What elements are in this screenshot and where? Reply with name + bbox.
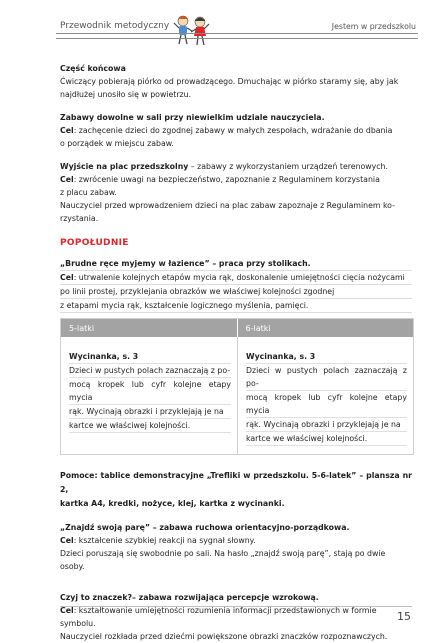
section-playground	[60, 160, 412, 225]
header-divider-lower	[56, 38, 418, 39]
cell-line: mocą kropek lub cyfr kolejne etapy mycia	[246, 391, 407, 418]
aids-line: Pomoce: tablice demonstracyjne „Trefliki w przedszkolu. 5-6-latek” – plansza nr 2,	[60, 471, 412, 494]
section-title: Część końcowa	[60, 64, 126, 73]
paragraph-line: Ćwiczący pobierają piórko od prowadzącego. Dmuchając w piórko staramy się, aby jak	[60, 77, 399, 86]
activity-title: Czyj to znaczek?	[60, 593, 133, 602]
goal-label: Cel	[60, 273, 74, 282]
column-header-6-year-olds: 6-latki	[237, 319, 414, 337]
header-left-title: Przewodnik metodyczny	[60, 21, 170, 31]
aids-line: kartka A4, kredki, nożyce, klej, kartka z wycinanki.	[60, 499, 285, 508]
paragraph-line: z placu zabaw.	[60, 188, 117, 197]
section-whose-sign	[60, 591, 412, 643]
cell-title: Wycinanka, s. 3	[246, 350, 407, 364]
column-header-5-year-olds: 5-latki	[69, 324, 95, 333]
cell-line: rąk. Wycinają obrazki i przyklejają je na	[69, 405, 231, 419]
paragraph-line: Nauczyciel rozkłada przed dziećmi powiększone obrazki znaczków rozpoznawczych.	[60, 632, 388, 641]
activity-line	[60, 521, 412, 534]
paragraph-line: o porządek w miejscu zabaw.	[60, 139, 174, 148]
goal-text: : kształcenie szybkiej reakcji na sygnał słowny.	[73, 536, 256, 545]
cell-line: Dzieci w pustych polach zaznaczają z po-	[246, 364, 407, 391]
cell-line: kartce we właściwej kolejności.	[246, 432, 407, 446]
section-final-part	[60, 62, 412, 101]
paragraph-line: najdłużej unosiło się w powietrzu.	[60, 90, 192, 99]
cell-title: Wycinanka, s. 3	[69, 350, 231, 364]
table-header	[61, 319, 413, 337]
children-illustration	[169, 14, 215, 48]
page-header	[56, 14, 418, 50]
column-6-year-olds	[237, 337, 413, 454]
page-number: 15	[397, 610, 411, 623]
goal-label: Cel	[60, 606, 74, 615]
activity-title: Wyjście na plac przedszkolny	[60, 162, 189, 171]
activity-line	[60, 591, 412, 604]
paragraph-line: po linii prostej, przyklejania obrazków we właściwej kolejności zgodnej	[60, 285, 412, 299]
goal-text: : zachęcenie dzieci do zgodnej zabawy w małych zespołach, wdrażanie do dbania	[73, 126, 393, 135]
afternoon-heading: POPOŁUDNIE	[60, 238, 129, 248]
goal-line	[60, 271, 412, 285]
goal-line	[60, 534, 412, 547]
activity-line	[60, 160, 412, 173]
cell-line: kartce we właściwej kolejności.	[69, 419, 231, 433]
section-hand-washing	[60, 257, 412, 313]
paragraph-line: Dzieci poruszają się swobodnie po sali. Na hasło „znajdź swoją parę”, stają po dwie osoby.	[60, 549, 386, 571]
table-body	[61, 337, 413, 454]
teaching-aids	[60, 469, 412, 511]
goal-text: : kształtowanie umiejętności rozumienia informacji przedstawionych w formie symbolu.	[60, 606, 377, 628]
activity-title: „Znajdź swoją parę”	[60, 523, 151, 532]
footer-divider	[60, 606, 412, 607]
cell-line: mocą kropek lub cyfr kolejne etapy mycia	[69, 378, 231, 405]
activity-desc: – zabawa ruchowa orientacyjno-porządkowa.	[150, 523, 350, 532]
goal-text: : utrwalenie kolejnych etapów mycia rąk, doskonalenie umiejętności cięcia nożycami	[73, 273, 405, 282]
column-5-year-olds	[61, 337, 237, 454]
activity-desc: – zabawy z wykorzystaniem urządzeń terenowych.	[188, 162, 388, 171]
goal-label: Cel	[60, 126, 74, 135]
page-content	[60, 62, 412, 643]
cell-line: Dzieci w pustych polach zaznaczają z po-	[69, 364, 231, 378]
goal-label: Cel	[60, 175, 74, 184]
goal-label: Cel	[60, 536, 74, 545]
section-free-play	[60, 111, 412, 150]
paragraph-line: Nauczyciel przed wprowadzeniem dzieci na plac zabaw zapoznaje z Regulaminem ko-	[60, 201, 395, 210]
goal-text: : zwrócenie uwagi na bezpieczeństwo, zapoznanie z Regulaminem korzystania	[73, 175, 380, 184]
paragraph-line: z etapami mycia rąk, kształcenie logicznego myślenia, pamięci.	[60, 299, 412, 313]
age-group-table	[60, 318, 414, 455]
cell-line: rąk. Wycinają obrazki i przyklejają je na	[246, 418, 407, 432]
activity-title: „Brudne ręce myjemy w łazience” – praca przy stolikach.	[60, 257, 412, 271]
goal-line	[60, 604, 412, 630]
paragraph-line: rzystania.	[60, 214, 99, 223]
activity-desc: – zabawa rozwijająca percepcje wzrokową.	[132, 593, 319, 602]
goal-line	[60, 124, 412, 137]
section-find-pair	[60, 521, 412, 573]
goal-line	[60, 173, 412, 186]
section-title: Zabawy dowolne w sali przy niewielkim udziale nauczyciela.	[60, 113, 325, 122]
header-divider	[56, 33, 418, 34]
header-right-title: Jestem w przedszkolu	[331, 22, 416, 31]
